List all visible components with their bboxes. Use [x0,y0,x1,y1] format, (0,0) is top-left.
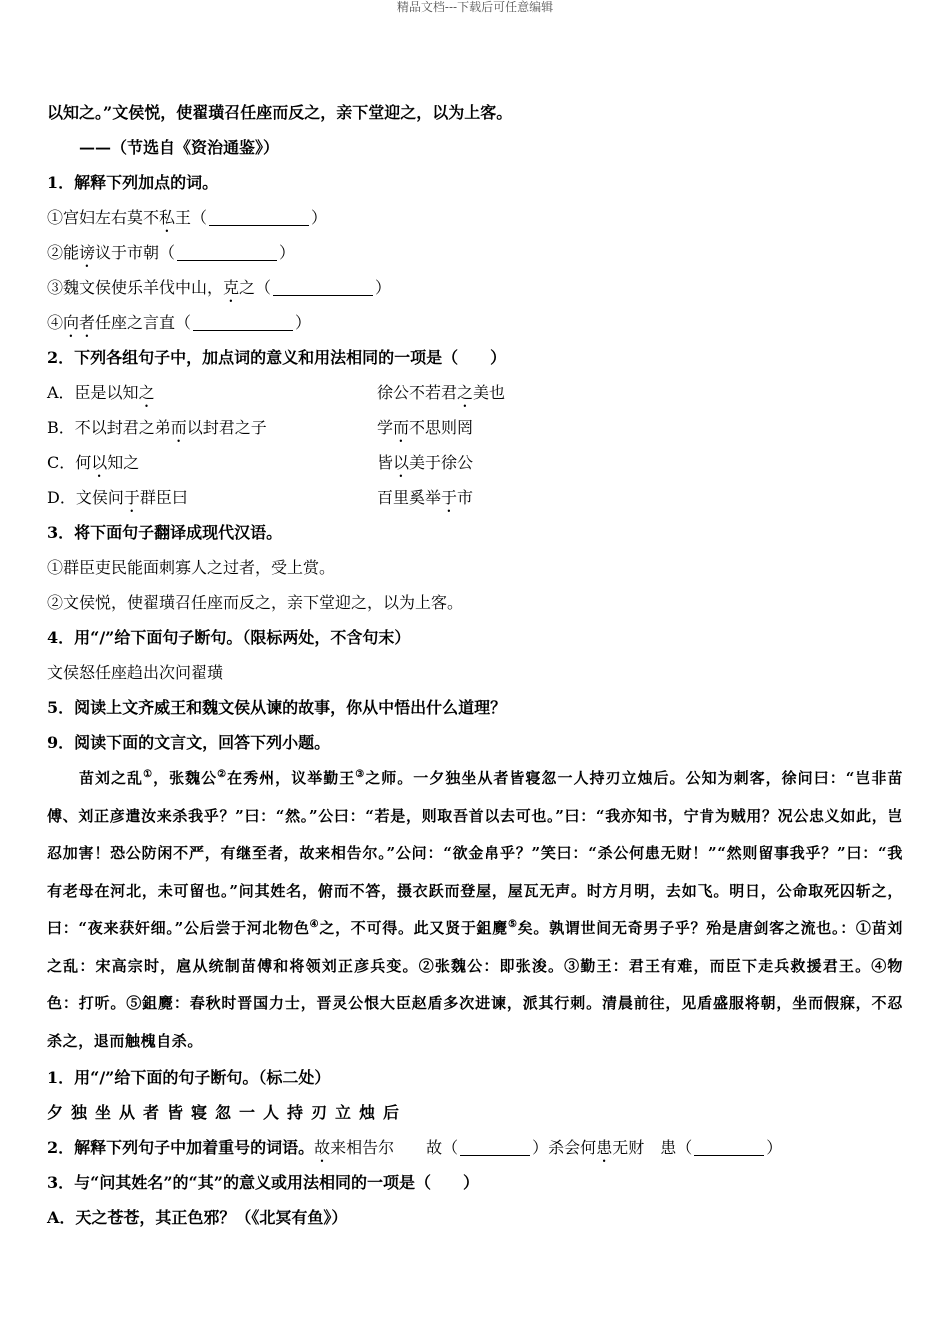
sub-question-1-title: 1．用“/”给下面的句子断句。（标二处） [47,1068,331,1087]
answer-blank[interactable] [694,1139,764,1156]
q2-option-d[interactable]: D．文侯问于群臣曰 百里奚举于市 [47,488,474,507]
sub-question-3-title: 3．与“问其姓名”的“其”的意义或用法相同的一项是（ ） [47,1173,479,1192]
question-9-title: 9．阅读下面的文言文，回答下列小题。 [47,733,331,752]
text-line: 以知之。”文侯悦，使翟璜召任座而反之，亲下堂迎之，以为上客。 [47,103,513,122]
q2-option-b[interactable]: B．不以封君之弟而以封君之子 学而不思则罔 [47,418,474,437]
classical-passage: 苗刘之乱①，张魏公②在秀州，议举勤王③之师。一夕独坐从者皆寝忽一人持刃立烛后。公知为刺客，徐问曰：“岂非苗傅、刘正彦遣汝来杀我乎？”曰：“然。”公曰：“若是，则取吾首以去可也。”曰：“我亦知书，宁肯为贼用？况公忠义如此，岂忍加害！恐公防闲不严，有继至者，故来相告尔。”公问：“欲金帛乎？”笑曰：“杀公何患无财！”“然则留事我乎？”曰：“我有老母在河北，未可留也。”问其姓名，俯而不答，摄衣跃而登屋，屋瓦无声。时方月明，去如飞。明日，公命取死囚斩之，曰：“夜来获奸细。”公后尝于河北物色④之，不可得。此又贤于鉏麑⑤矣。孰谓世间无奇男子乎？殆是唐剑客之流也。：①苗刘之乱：宋高宗时，扈从统制苗傅和将领刘正彦兵变。②张魏公：即张浚。③勤王：君王有难，而臣下走兵救援君王。④物色：打听。⑤鉏麑：春秋时晋国力士，晋灵公恨大臣赵盾多次进谏，派其行刺。清晨前往，见盾盛服将朝，坐而假寐，不忍杀之，退而触槐自杀。 [47,769,903,1050]
page-header: 精品文档---下载后可任意编辑 [396,0,554,14]
question-5-title: 5．阅读上文齐威王和魏文侯从谏的故事，你从中悟出什么道理？ [47,698,507,717]
answer-blank[interactable] [209,209,309,226]
answer-blank[interactable] [193,314,293,331]
sub-question-1-text: 夕独坐从者皆寝忽一人持刃立烛后 [47,1103,408,1122]
source-note: ——（节选自《资治通鉴》） [79,138,280,157]
question-1-title: 1．解释下列加点的词。 [47,173,219,192]
q1-item-b: ②能谤议于市朝（ ） [47,243,296,262]
q2-option-c[interactable]: C．何以知之 皆以美于徐公 [47,453,474,472]
q2-option-a[interactable]: A．臣是以知之 徐公不若君之美也 [47,383,506,402]
question-3-title: 3．将下面句子翻译成现代汉语。 [47,523,283,542]
document-body [47,95,903,1235]
answer-blank[interactable] [273,279,373,296]
q4-text: 文侯怒任座趋出次问翟璜 [47,663,224,682]
answer-blank[interactable] [177,244,277,261]
q3-sentence-1: ①群臣吏民能面刺寡人之过者，受上赏。 [47,558,336,577]
answer-blank[interactable] [460,1139,530,1156]
sub-question-3-option-a[interactable]: A．天之苍苍，其正色邪？（《北冥有鱼》） [47,1208,348,1227]
q3-sentence-2: ②文侯悦，使翟璜召任座而反之，亲下堂迎之，以为上客。 [47,593,464,612]
q1-item-d: ④向者任座之言直（ ） [47,313,312,332]
q1-item-a: ①宫妇左右莫不私王（ ） [47,208,328,227]
question-2-title: 2．下列各组句子中，加点词的意义和用法相同的一项是（ ） [47,348,507,367]
sub-question-2: 2．解释下列句子中加着重号的词语。故来相告尔 故（ ）杀会何患无财 患（ ） [47,1138,783,1157]
q1-item-c: ③魏文侯使乐羊伐中山，克之（ ） [47,278,392,297]
question-4-title: 4．用“/”给下面句子断句。（限标两处，不含句末） [47,628,411,647]
